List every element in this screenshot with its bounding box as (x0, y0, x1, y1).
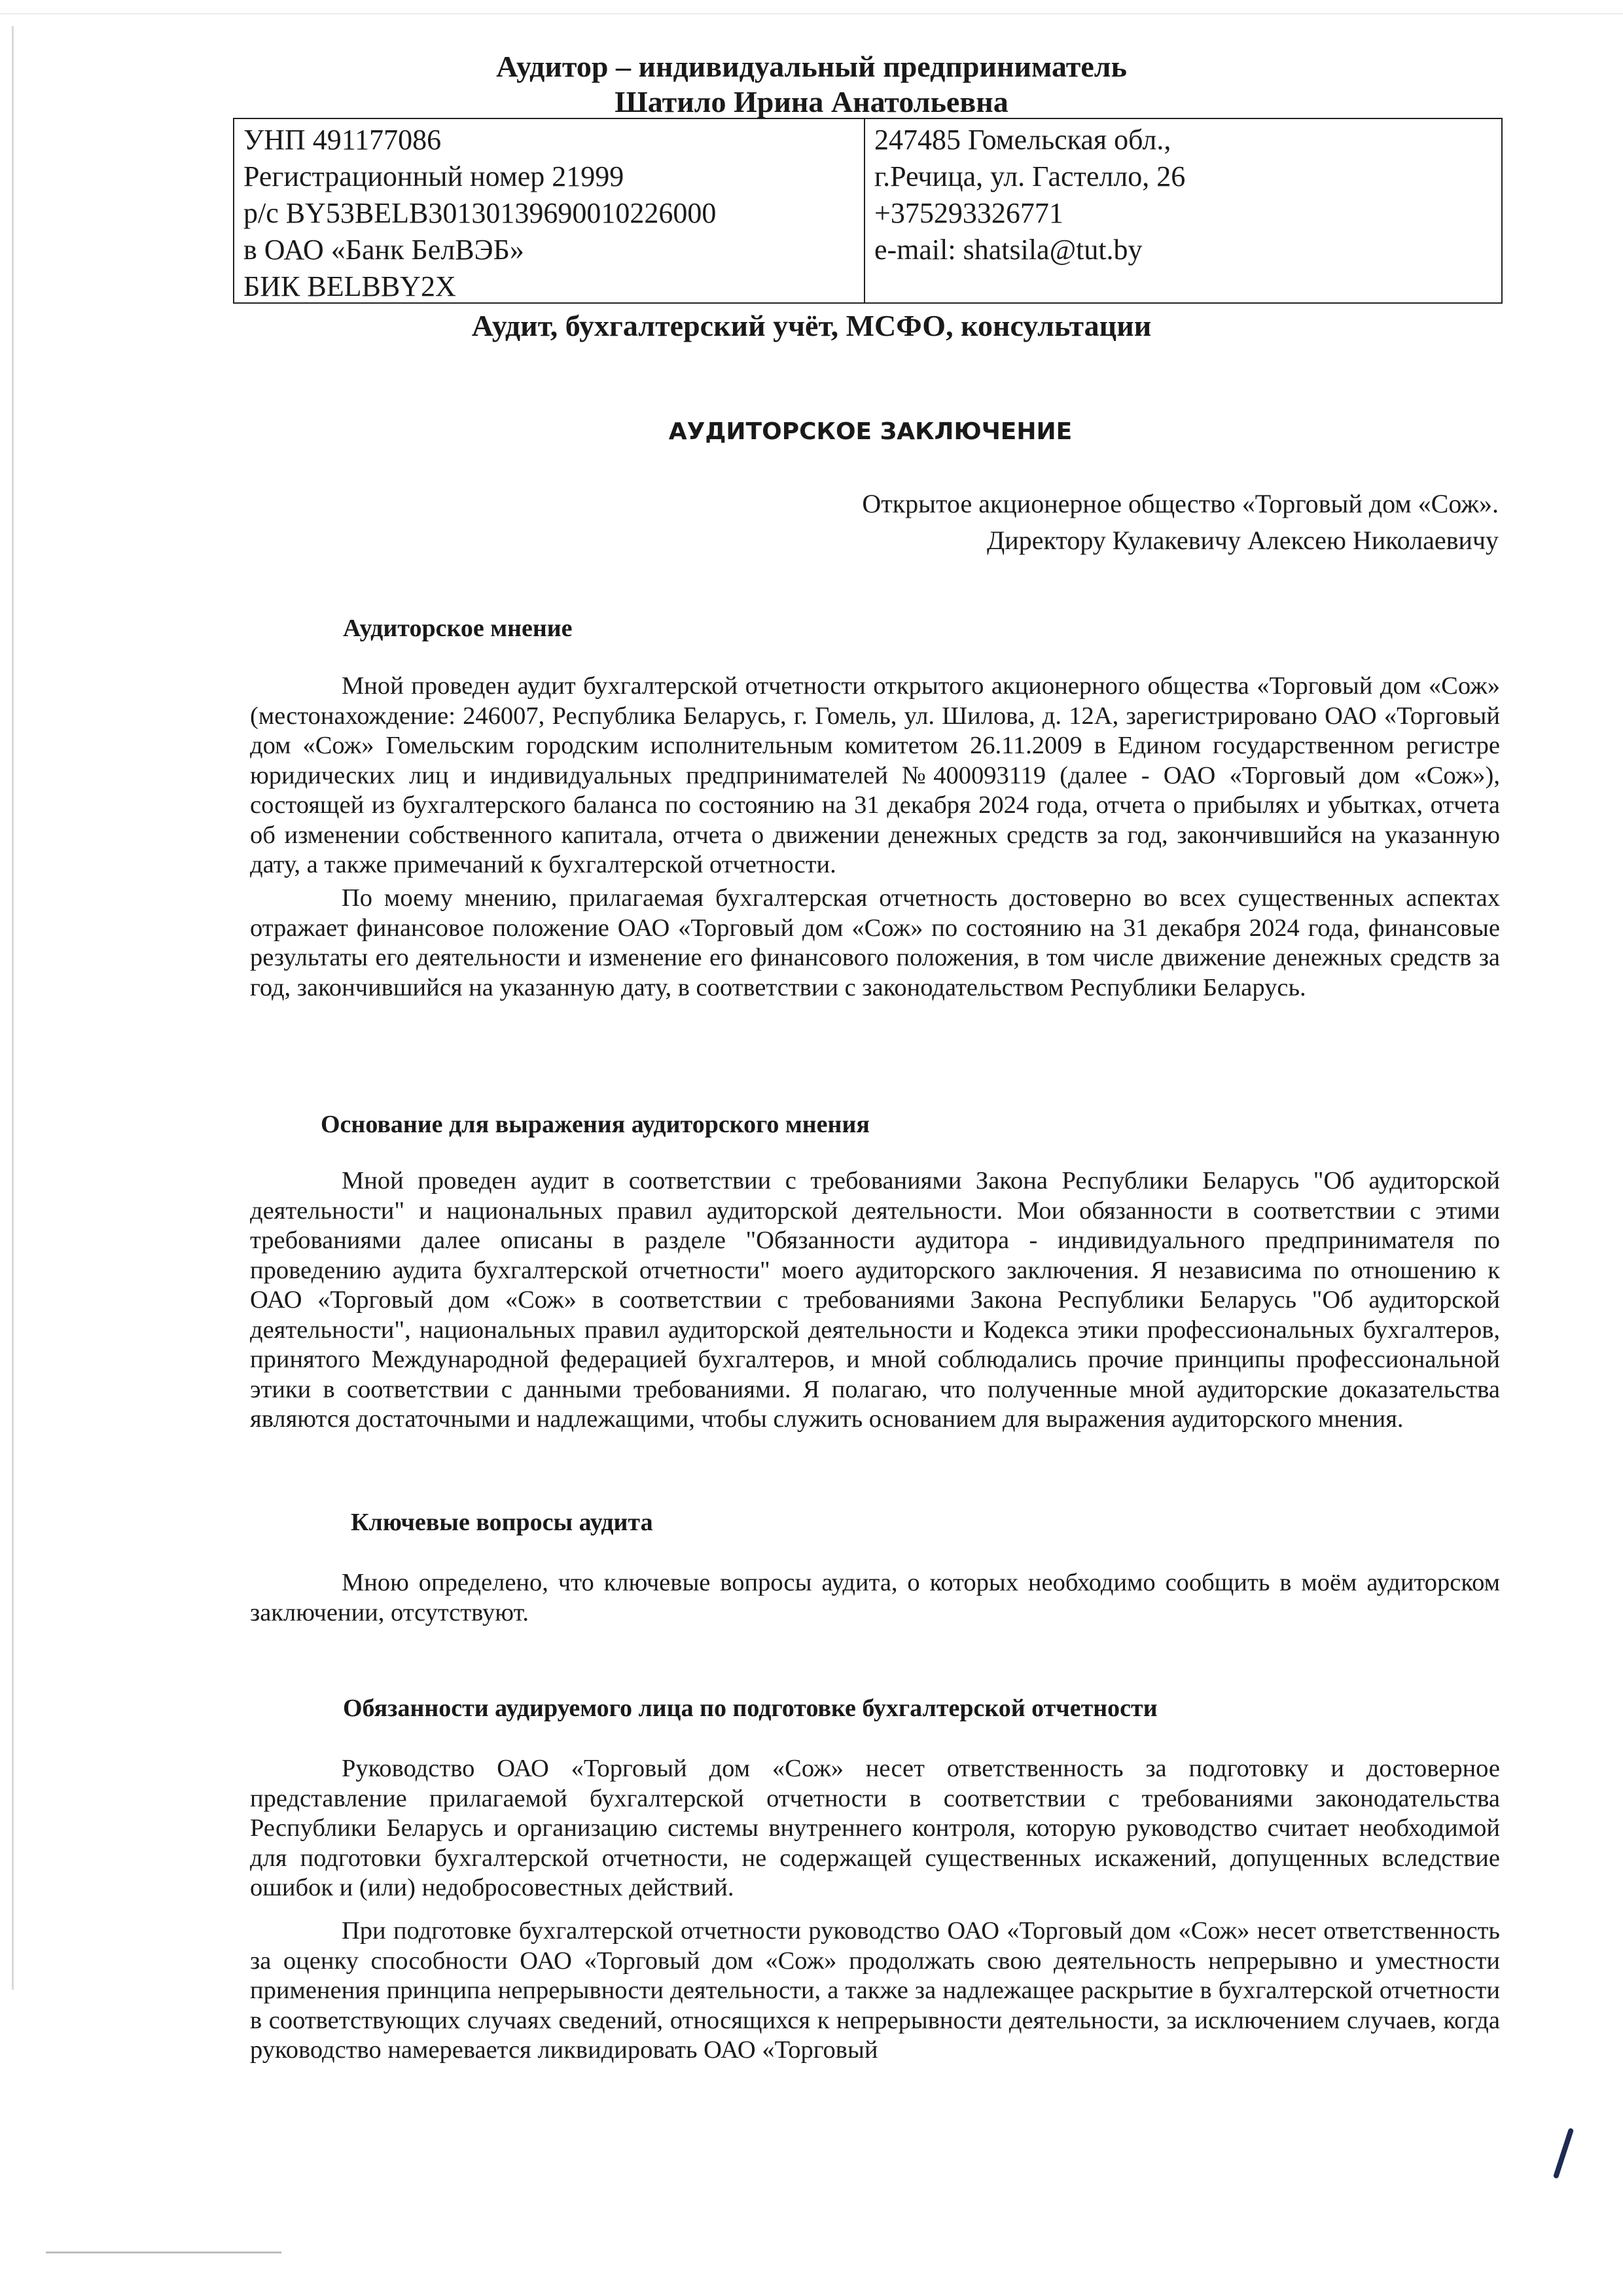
address-region-line: 247485 Гомельская обл., (874, 124, 1171, 156)
email-line: e-mail: shatsila@tut.by (874, 234, 1143, 266)
addressee-block (862, 486, 1499, 559)
document-title: АУДИТОРСКОЕ ЗАКЛЮЧЕНИЕ (668, 418, 1073, 445)
paragraph-opinion-2: По моему мнению, прилагаемая бухгалтерская отчетность достоверно во всех существенных аспектах отражает финансовое положение ОАО «Торговый дом «Сож» по состоянию на 31 декабря 2024 года, финансовые результаты его деятельности и изменение его финансового положения, в том числе движение денежных средств за год, закончившийся на указанную дату, в соответствии с законодательством Республики Беларусь. (250, 884, 1500, 1001)
bank-account-line: р/с BY53BELB30130139690010226000 (243, 197, 717, 229)
services-line: Аудит, бухгалтерский учёт, МСФО, консультации (471, 309, 1152, 342)
unp-line: УНП 491177086 (243, 124, 442, 156)
registration-number-line: Регистрационный номер 21999 (243, 160, 624, 192)
scan-edge-top (0, 13, 1623, 14)
paragraph-opinion-1: Мной проведен аудит бухгалтерской отчетности открытого акционерного общества «Торговый дом «Сож» (местонахождение: 246007, Республика Беларусь, г. Гомель, ул. Шилова, д. 12А, зарегистрировано ОАО «Торговый дом «Сож» Гомельским городским исполнительным комитетом 26.11.2009 в Едином государственном регистре юридических лиц и индивидуальных предпринимателей №400093119 (далее - ОАО «Торговый дом «Сож»), состоящей из бухгалтерского баланса по состоянию на 31 декабря 2024 года, отчета о прибылях и убытках, отчета об изменении собственного капитала, отчета о движении денежных средств за год, закончившийся на указанную дату, а также примечаний к бухгалтерской отчетности. (250, 672, 1500, 878)
heading-opinion: Аудиторское мнение (343, 615, 573, 642)
requisites-table (233, 118, 1503, 304)
heading-responsibilities: Обязанности аудируемого лица по подготовке бухгалтерской отчетности (343, 1695, 1158, 1722)
address-street-line: г.Речица, ул. Гастелло, 26 (874, 160, 1186, 192)
paragraph-basis-1: Мной проведен аудит в соответствии с требованиями Закона Республики Беларусь "Об аудиторской деятельности" и национальных правил аудиторской деятельности. Мои обязанности в соответствии с этими требованиями далее описаны в разделе "Обязанности аудитора - индивидуального предпринимателя по проведению аудита бухгалтерской отчетности" моего аудиторского заключения. Я независима по отношению к ОАО «Торговый дом «Сож» в соответствии с требованиями Закона Республики Беларусь "Об аудиторской деятельности", национальных правил аудиторской деятельности и Кодекса этики профессиональных бухгалтеров, принятого Международной федерацией бухгалтеров, и мной соблюдались прочие принципы профессиональной этики в соответствии с данными требованиями. Я полагаю, что полученные мной аудиторские доказательства являются достаточными и надлежащими, чтобы служить основанием для выражения аудиторского мнения. (250, 1167, 1500, 1433)
bic-line: БИК BELBBY2X (243, 270, 456, 302)
addressee-company: Открытое акционерное общество «Торговый дом «Сож». (862, 489, 1499, 518)
auditor-name: Шатило Ирина Анатольевна (615, 85, 1008, 118)
heading-key-matters: Ключевые вопросы аудита (351, 1509, 653, 1536)
pen-mark (1553, 2128, 1574, 2179)
bank-name-line: в ОАО «Банк БелВЭБ» (243, 234, 524, 266)
heading-basis: Основание для выражения аудиторского мнения (321, 1111, 870, 1138)
auditor-title: Аудитор – индивидуальный предприниматель (496, 50, 1127, 83)
requisites-bank-column (234, 119, 865, 302)
paragraph-responsibilities-1: Руководство ОАО «Торговый дом «Сож» несет ответственность за подготовку и достоверное представление прилагаемой бухгалтерской отчетности в соответствии с требованиями законодательства Республики Беларусь и организацию системы внутреннего контроля, которую руководство считает необходимой для подготовки бухгалтерской отчетности, не содержащей существенных искажений, допущенных вследствие ошибок и (или) недобросовестных действий. (250, 1755, 1500, 1901)
addressee-director: Директору Кулакевичу Алексею Николаевичу (987, 526, 1499, 555)
paragraph-responsibilities-2: При подготовке бухгалтерской отчетности руководство ОАО «Торговый дом «Сож» несет ответственность за оценку способности ОАО «Торговый дом «Сож» продолжать свою деятельность непрерывно и уместности применения принципа непрерывности деятельности, а также за надлежащее раскрытие в бухгалтерской отчетности в соответствующих случаях сведений, относящихся к непрерывности деятельности, за исключением случаев, когда руководство намеревается ликвидировать ОАО «Торговый (250, 1917, 1500, 2064)
phone-line: +375293326771 (874, 197, 1063, 229)
scan-edge-bottom (46, 2251, 281, 2253)
paragraph-key-matters-1: Мною определено, что ключевые вопросы аудита, о которых необходимо сообщить в моём аудиторском заключении, отсутствуют. (250, 1569, 1500, 1626)
requisites-contact-column (865, 119, 1501, 302)
